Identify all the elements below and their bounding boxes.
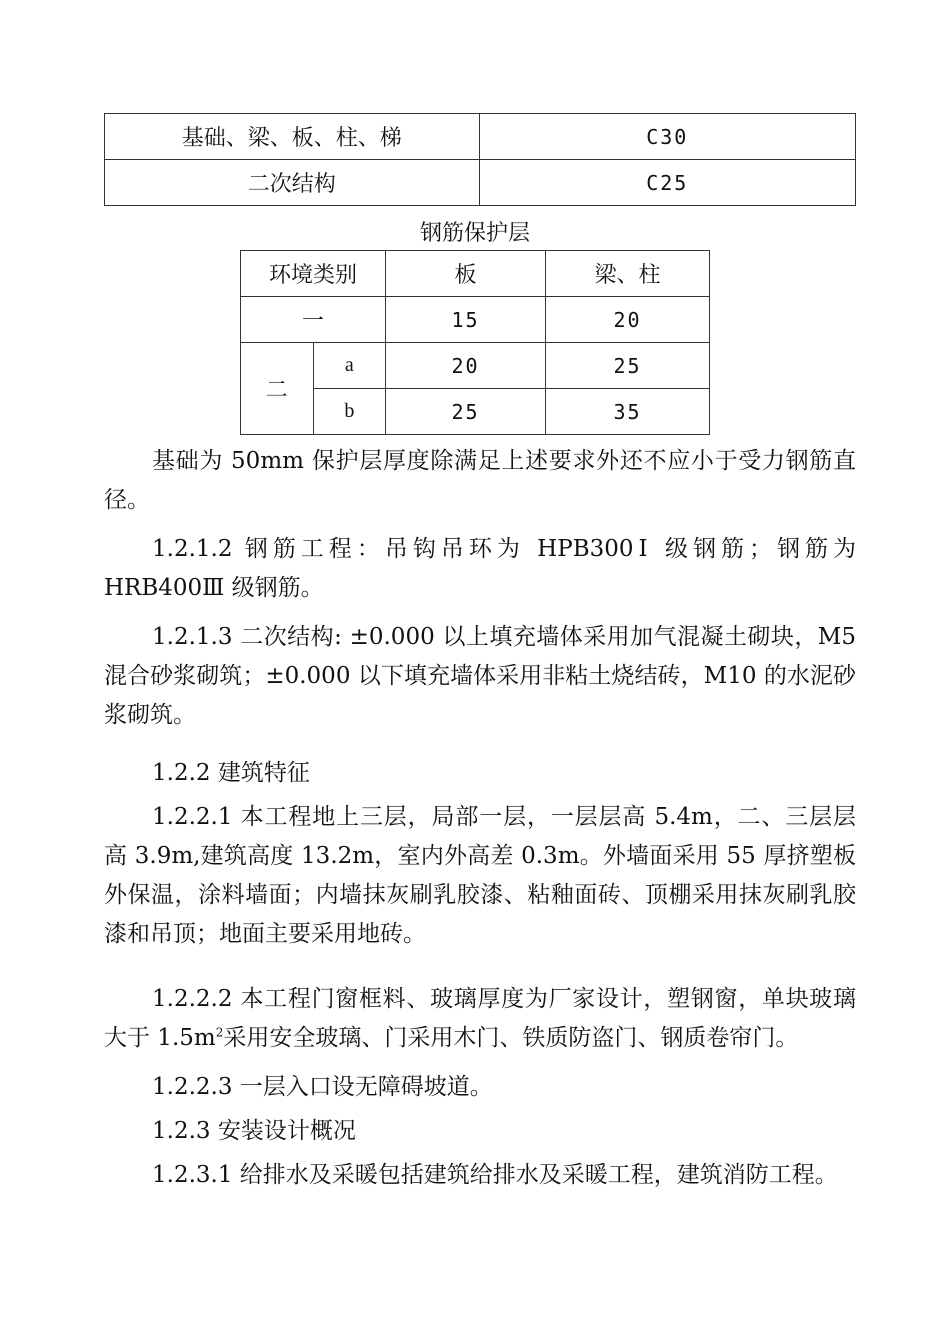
paragraph: 基础为 50mm 保护层厚度除满足上述要求外还不应小于受力钢筋直径。 (104, 448, 856, 513)
table-row (105, 160, 856, 206)
header-beam: 梁、柱 (545, 251, 709, 297)
table-caption: 钢筋保护层 (419, 221, 530, 246)
paragraph-text: 1.2.2.2 本工程门窗框料、玻璃厚度为厂家设计，塑钢窗，单块玻璃大于 1.5m (104, 986, 856, 1051)
table-cell: 20 (386, 343, 546, 389)
superscript: 2 (215, 1025, 224, 1040)
section-heading: 1.2.3 安装设计概况 (152, 1118, 356, 1144)
paragraph: 1.2.2.1 本工程地上三层，局部一层，一层层高 5.4m，二、三层层高 3.9m,建筑高度 13.2m，室内外高差 0.3m。外墙面采用 55 厚挤塑板外保温，涂料墙面；内墙抹灰刷乳胶漆、粘釉面砖、顶棚采用抹灰刷乳胶漆和吊顶；地面主要采用地砖。 (104, 804, 856, 947)
header-slab: 板 (386, 251, 546, 297)
table-cell: 二 (241, 343, 314, 435)
paragraph: 1.2.1.3 二次结构: ±0.000 以上填充墙体采用加气混凝土砌块，M5 混合砂浆砌筑；±0.000 以下填充墙体采用非粘土烧结砖，M10 的水泥砂浆砌筑。 (104, 624, 856, 728)
table-header-row (241, 251, 710, 297)
paragraph-text: 采用安全玻璃、门采用木门、铁质防盗门、钢质卷帘门。 (223, 1025, 799, 1051)
table-cell: 一 (241, 297, 386, 343)
concrete-grade-table (104, 113, 856, 206)
table-row (241, 297, 710, 343)
section-heading: 1.2.2 建筑特征 (152, 760, 310, 786)
table-cell: b (313, 389, 385, 435)
table-cell: C30 (479, 114, 856, 160)
table-cell: 15 (386, 297, 546, 343)
table-cell: a (313, 343, 385, 389)
table-row (105, 114, 856, 160)
table-cell: 二次结构 (105, 160, 480, 206)
paragraph: 1.2.2.3 一层入口设无障碍坡道。 (152, 1074, 493, 1100)
header-env: 环境类别 (241, 251, 386, 297)
table-cell: C25 (479, 160, 856, 206)
paragraph (104, 980, 856, 1058)
paragraph: 1.2.3.1 给排水及采暖包括建筑给排水及采暖工程，建筑消防工程。 (152, 1162, 838, 1188)
table-cell: 20 (545, 297, 709, 343)
table-cell: 基础、梁、板、柱、梯 (105, 114, 480, 160)
rebar-cover-table (240, 250, 710, 435)
table-cell: 25 (545, 343, 709, 389)
table-cell: 25 (386, 389, 546, 435)
table-row (241, 343, 710, 389)
paragraph: 1.2.1.2 钢筋工程：吊钩吊环为 HPB300Ⅰ 级钢筋；钢筋为 HRB400Ⅲ 级钢筋。 (104, 536, 856, 601)
table-cell: 35 (545, 389, 709, 435)
